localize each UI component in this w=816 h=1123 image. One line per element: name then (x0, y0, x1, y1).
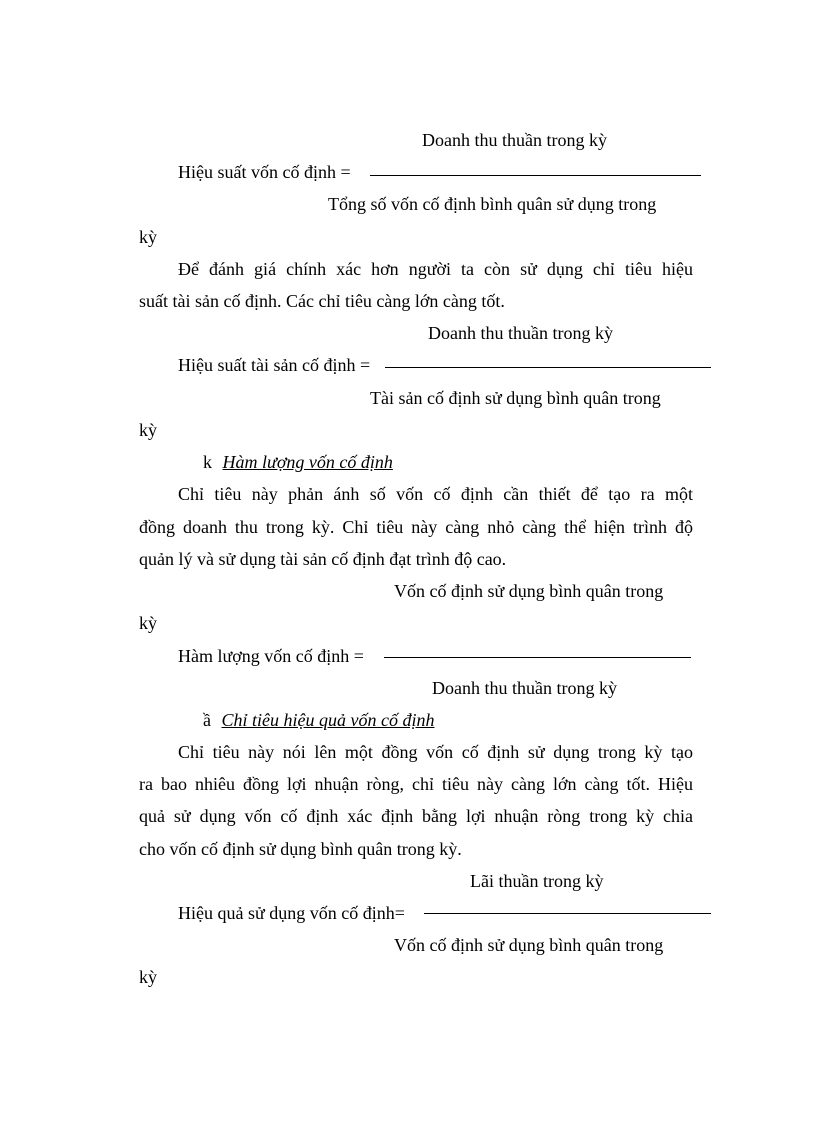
formula4-numerator: Lãi thuần trong kỳ (470, 871, 604, 891)
heading2 (203, 709, 434, 731)
formula2-wrap: kỳ (139, 420, 157, 440)
formula3-denominator: Doanh thu thuần trong kỳ (432, 678, 617, 698)
formula1-wrap: kỳ (139, 227, 157, 247)
formula3-label: Hàm lượng vốn cố định = (178, 646, 364, 666)
formula2-denominator: Tài sản cố định sử dụng bình quân trong (370, 388, 661, 408)
formula4-denominator: Vốn cố định sử dụng bình quân trong (394, 935, 664, 955)
para3-line4: cho vốn cố định sử dụng bình quân trong kỳ. (139, 839, 462, 859)
formula3-wrap: kỳ (139, 613, 157, 633)
heading1-bullet-icon: k (203, 452, 212, 472)
formula1-fraction-bar (370, 175, 701, 176)
para3-line2: ra bao nhiêu đồng lợi nhuận ròng, chỉ tiêu này càng lớn càng tốt. Hiệu (139, 774, 693, 794)
formula4-wrap: kỳ (139, 967, 157, 987)
heading2-bullet-icon: ầ (203, 710, 211, 730)
para1-line1: Để đánh giá chính xác hơn người ta còn sử dụng chỉ tiêu hiệu (178, 259, 693, 279)
para2-line2: đồng doanh thu trong kỳ. Chỉ tiêu này càng nhỏ càng thể hiện trình độ (139, 517, 693, 537)
formula4-label: Hiệu quả sử dụng vốn cố định= (178, 903, 405, 923)
heading2-title: Chỉ tiêu hiệu quả vốn cố định (221, 710, 435, 730)
heading1-title: Hàm lượng vốn cố định (222, 452, 393, 472)
para1-line2: suất tài sản cố định. Các chỉ tiêu càng lớn càng tốt. (139, 291, 505, 311)
formula1-label: Hiệu suất vốn cố định = (178, 162, 351, 182)
para2-line3: quản lý và sử dụng tài sản cố định đạt trình độ cao. (139, 549, 507, 569)
formula3-numerator: Vốn cố định sử dụng bình quân trong (394, 581, 664, 601)
formula3-fraction-bar (384, 657, 691, 658)
formula2-fraction-bar (385, 367, 711, 368)
para3-line1: Chỉ tiêu này nói lên một đồng vốn cố định sử dụng trong kỳ tạo (178, 742, 693, 762)
para3-line3: quả sử dụng vốn cố định xác định bằng lợi nhuận ròng trong kỳ chia (139, 806, 693, 826)
formula2-label: Hiệu suất tài sản cố định = (178, 355, 371, 375)
heading1 (203, 451, 393, 473)
formula1-denominator: Tổng số vốn cố định bình quân sử dụng trong (328, 194, 657, 214)
para2-line1: Chỉ tiêu này phản ánh số vốn cố định cần thiết để tạo ra một (178, 484, 693, 504)
formula2-numerator: Doanh thu thuần trong kỳ (428, 323, 613, 343)
formula4-fraction-bar (424, 913, 711, 914)
formula1-numerator: Doanh thu thuần trong kỳ (422, 130, 607, 150)
